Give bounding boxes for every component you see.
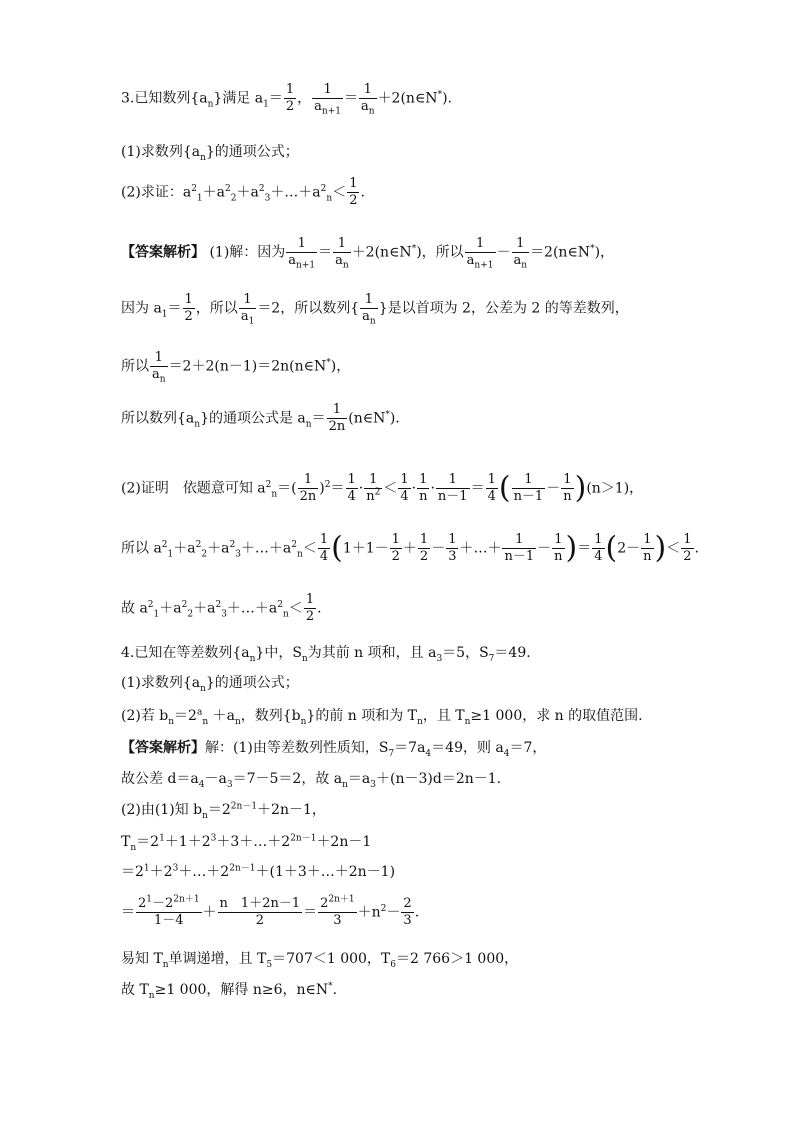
fraction: $\frac{1}{2}$ [683, 531, 692, 564]
large-bracket: ( [605, 530, 618, 565]
superscript: 2 [258, 183, 265, 194]
subscript: 7 [488, 653, 495, 664]
superscript: a [196, 707, 203, 718]
subscript: 3 [436, 653, 443, 664]
superscript: 1 [159, 833, 165, 844]
fraction: $\frac{1}{a_{n+1}}$ [288, 235, 316, 271]
fraction: $\frac{1}{n-1}$ [437, 471, 468, 504]
subscript: n [297, 548, 303, 559]
subscript: 1 [167, 548, 174, 559]
subscript: n [159, 374, 166, 385]
superscript: 2 [265, 479, 272, 490]
fraction: $\frac{1}{a_n}$ [513, 235, 528, 271]
superscript: 2n＋1 [173, 894, 200, 905]
superscript: 2n＋1 [328, 894, 355, 905]
fraction: $\frac{1}{2}$ [184, 291, 193, 324]
fraction: $\frac{1}{4}$ [319, 531, 329, 564]
problem-4-solution-line: 【答案解析】解：(1)由等差数列性质知，$S_7=7a_4=49$，则 $a_4=7$， [121, 740, 547, 759]
problem-4-solution-line: 故公差 $d=a_4-a_3=7-5=2$，故 $a_n=a_3+(n-3)d=2n-1$. [121, 771, 502, 790]
fraction: $\frac{1}{a_n}$ [362, 291, 376, 327]
subscript: 1 [196, 192, 203, 203]
superscript: * [326, 357, 331, 368]
problem-3-solution-line: 所以数列$\{a_n\}$的通项公式是 $a_n=$ $\frac{1}{2n}$ (n∈N*). [121, 401, 400, 434]
subscript: n [271, 488, 278, 499]
answer-label: 【答案解析】 [121, 740, 205, 756]
superscript: 2 [291, 539, 298, 550]
superscript: 2n－1 [290, 833, 317, 844]
subscript: 4 [198, 779, 205, 790]
fraction: $\frac{1}{4}$ [594, 531, 603, 564]
fraction: $\frac{1}{4}$ [400, 471, 409, 504]
subscript: 2 [187, 608, 194, 619]
superscript: 2 [181, 599, 188, 610]
subscript: n [207, 98, 214, 109]
fraction: $\frac{1}{3}$ [448, 531, 457, 564]
subscript: n [417, 716, 423, 727]
problem-3-solution-line: 因为 $a_1=$ $\frac{1}{2}$ ，所以 $\frac{1}{a_1}$ ＝2，所以数列{ $\frac{1}{a_n}$ }是以首项为 2，公差为 2 的等差数列， [121, 291, 629, 327]
subscript: n [234, 716, 241, 727]
superscript: 2 [195, 539, 202, 550]
large-bracket: ) [565, 530, 578, 565]
large-bracket: ( [331, 530, 343, 565]
subscript: n [305, 418, 312, 429]
fraction: $\frac{1}{2n}$ [328, 401, 346, 434]
superscript: 3 [172, 863, 179, 874]
subscript: n [249, 653, 256, 664]
subscript: 3 [221, 608, 227, 619]
problem-4-part-2: (2)若 $b_n=2^a_n +a_n$，数列$\{b_n\}$的前 n 项和为 $T_n$，且 $T_n\ge 1$ 000，求 n 的取值范围. [121, 707, 643, 727]
fraction: $\frac{1}{2n}$ [299, 471, 317, 504]
fraction: $\frac{1}{2}$ [349, 175, 358, 208]
problem-4-statement: 4.已知在等差数列$\{a_n\}$中，$S_n$为其前 n 项和，且 $a_3=5$，$S_7=49$. [121, 645, 531, 664]
problem-3-statement: 3.已知数列$\{a_n\}$满足 $a_1=$ $\frac{1}{2}$ ， $\frac{1}{a_{n+1}}$ ＝ $\frac{1}{a_n}$ ＋2(n∈N*). [121, 81, 452, 117]
fraction: $\frac{1}{n}$ [563, 471, 572, 504]
fraction: $\frac{1}{2}$ [419, 531, 429, 564]
fraction: $\frac{n 1+2n-1}{2}$ [219, 895, 301, 928]
problem-3-solution-line: 所以 $\frac{1}{a_n}$ ＝2＋2(n－1)＝2n(n∈N*)， [121, 349, 351, 385]
subscript: n [368, 106, 375, 117]
subscript: n [342, 779, 348, 790]
subscript: 3 [226, 779, 233, 790]
subscript: 7 [388, 748, 395, 759]
superscript: 2 [229, 539, 236, 550]
subscript: 1 [248, 316, 255, 327]
superscript: 2 [161, 539, 168, 550]
subscript: n [200, 683, 206, 694]
problem-3-proof-line: (2)证明 依题意可知 $a^2_n=$( $\frac{1}{2n}$ )$^2$＝ $\frac{1}{4}$ · $\frac{1}{n^2}$ ＜ $\frac{1}{4}$ · $\frac{1}{n}$ · $\frac{1}{n-1}$ ＝ $\frac{1}{4}$ ( $\frac{1}{n-1}$ － $\frac{1}{n}$ )(n＞1)， [121, 470, 644, 505]
superscript: 2 [374, 487, 381, 498]
subscript: 5 [266, 959, 273, 970]
superscript: 2 [147, 599, 154, 610]
superscript: 3 [210, 833, 217, 844]
subscript: n [283, 608, 289, 619]
subscript: n+1 [321, 106, 341, 117]
problem-4-part-1: (1)求数列$\{a_n\}$的通项公式； [121, 675, 299, 694]
fraction: $\frac{1}{n}$ [419, 471, 428, 504]
fraction: $\frac{2^1-2^{2n+1}}{1-4}$ [138, 894, 200, 928]
fraction: $\frac{1}{2}$ [285, 81, 295, 114]
subscript: n [194, 418, 201, 429]
subscript: n+1 [474, 260, 494, 271]
fraction: $\frac{1}{n-1}$ [504, 531, 535, 564]
fraction: $\frac{1}{n}$ [643, 531, 652, 564]
fraction: $\frac{2^{2n+1}}{3}$ [320, 894, 355, 928]
fraction: $\frac{1}{4}$ [347, 471, 356, 504]
subscript: 2 [230, 192, 237, 203]
superscript: * [328, 981, 333, 992]
subscript: n [162, 959, 169, 970]
subscript: 1 [153, 608, 160, 619]
problem-4-solution-line: $=2^1+2^3+\dots+2^{2n-1}+(1+3+\dots+2n-1)$ [121, 863, 396, 880]
subscript: n [300, 716, 307, 727]
subscript: 1 [161, 308, 168, 319]
subscript: 6 [390, 959, 396, 970]
fraction: $\frac{1}{a_{n+1}}$ [314, 81, 341, 117]
superscript: 2 [380, 903, 387, 914]
problem-4-solution-line: 故 $T_n\ge 1$ 000，解得 n≥6，n∈N*. [121, 981, 338, 1001]
large-bracket: ) [654, 530, 667, 565]
superscript: 2n－1 [230, 801, 258, 812]
superscript: 2 [215, 599, 222, 610]
superscript: 1 [143, 863, 150, 874]
subscript: n [369, 316, 376, 327]
subscript: n [130, 842, 137, 853]
answer-label: 【答案解析】 [121, 244, 205, 260]
problem-3-part-2: (2)求证：$a^2_1+a^2_2+a^2_3+\dots+a^2_n<$ $\frac{1}{2}$ . [121, 175, 365, 208]
superscript: 2n－1 [229, 863, 256, 874]
subscript: 3 [264, 192, 271, 203]
subscript: 2 [201, 548, 208, 559]
subscript: n [521, 260, 528, 271]
problem-3-proof-line: 故 $a^2_1+a^2_2+a^2_3+\dots+a^2_n<$ $\frac{1}{2}$ . [121, 591, 322, 624]
subscript: 3 [235, 548, 241, 559]
fraction: $\frac{1}{a_{n+1}}$ [466, 235, 494, 271]
subscript: 1 [263, 98, 269, 109]
subscript: n [326, 192, 333, 203]
fraction: $\frac{2}{3}$ [403, 895, 412, 928]
superscript: 2 [324, 479, 331, 490]
fraction: $\frac{1}{n^2}$ [366, 471, 381, 504]
superscript: 1 [146, 894, 153, 905]
subscript: 4 [425, 748, 432, 759]
large-bracket: ( [498, 470, 511, 505]
superscript: 2 [191, 183, 197, 194]
subscript: n [168, 716, 175, 727]
superscript: * [411, 243, 417, 254]
subscript: n+1 [296, 260, 316, 271]
superscript: 2 [225, 183, 231, 194]
fraction: $\frac{1}{n}$ [554, 531, 563, 564]
subscript: n [464, 716, 471, 727]
problem-3-part-1: (1)求数列$\{a_n\}$的通项公式； [121, 144, 299, 163]
fraction: $\frac{1}{2}$ [305, 591, 315, 624]
fraction: $\frac{1}{a_1}$ [240, 291, 255, 327]
superscript: 2 [320, 183, 327, 194]
problem-3-proof-line: 所以 $a^2_1+a^2_2+a^2_3+\dots+a^2_n<$ $\frac{1}{4}$ (1＋1－ $\frac{1}{2}$ ＋ $\frac{1}{2}$ － $\frac{1}{3}$ ＋…＋ $\frac{1}{n-1}$ － $\frac{1}{n}$ )＝ $\frac{1}{4}$ (2－ $\frac{1}{n}$ )＜ $\frac{1}{2}$ . [121, 530, 699, 565]
subscript: n [342, 260, 349, 271]
problem-4-solution-line: ＝ $\frac{2^1-2^{2n+1}}{1-4}$ ＋ $\frac{n 1+2n-1}{2}$ ＝ $\frac{2^{2n+1}}{3}$ $+n^2-$ $\frac{2}{3}$ . [121, 894, 420, 928]
superscript: * [590, 243, 595, 254]
superscript: * [385, 409, 390, 420]
subscript: n [200, 152, 206, 163]
fraction: $\frac{1}{a_n}$ [152, 349, 166, 385]
superscript: 2 [277, 599, 284, 610]
subscript: n [202, 716, 209, 727]
superscript: * [437, 89, 443, 100]
problem-4-solution-line: (2)由(1)知 $b_n=2^{2n-1}+2n-1$， [121, 801, 326, 821]
subscript: n [148, 990, 155, 1001]
fraction: $\frac{1}{a_n}$ [335, 235, 349, 271]
large-bracket: ) [574, 470, 587, 505]
fraction: $\frac{1}{a_n}$ [361, 81, 375, 117]
subscript: n [202, 810, 208, 821]
subscript: n [301, 653, 308, 664]
fraction: $\frac{1}{2}$ [391, 531, 400, 564]
problem-4-solution-line: $T_n=2^1+1+2^3+3+\dots+2^{2n-1}+2n-1$ [121, 833, 372, 853]
problem-3-solution-line: 【答案解析】 (1)解：因为 $\frac{1}{a_{n+1}}$ ＝ $\frac{1}{a_n}$ ＋2(n∈N*)，所以 $\frac{1}{a_{n+1}}$ － $\frac{1}{a_n}$ ＝2(n∈N*)， [121, 235, 615, 271]
subscript: 4 [503, 748, 510, 759]
subscript: 3 [370, 779, 377, 790]
fraction: $\frac{1}{n-1}$ [513, 471, 544, 504]
fraction: $\frac{1}{4}$ [487, 471, 496, 504]
problem-4-solution-line: 易知 $T_n$单调递增，且 $T_5=707<1$ 000，$T_6=2$ 766＞1 000， [121, 951, 519, 970]
